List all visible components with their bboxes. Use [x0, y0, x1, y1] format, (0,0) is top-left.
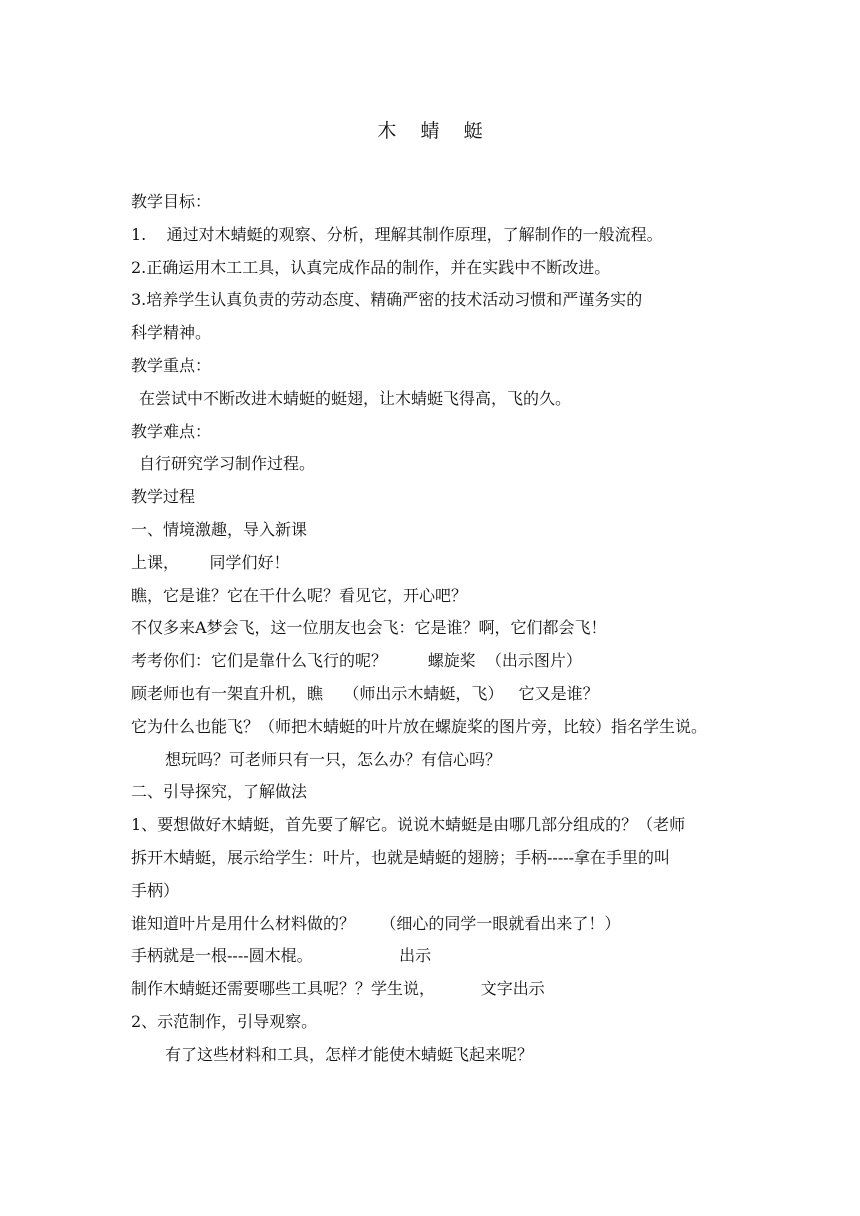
paragraph-line: 制作木蜻蜓还需要哪些工具呢？？学生说， 文字出示	[131, 979, 545, 999]
paragraph-line: 顾老师也有一架直升机，瞧 （师出示木蜻蜓，飞） 它又是谁？	[131, 683, 599, 703]
paragraph-line: 手柄就是一根----圆木棍。 出示	[131, 946, 432, 966]
paragraph-line: 瞧，它是谁？它在干什么呢？看见它，开心吧？	[131, 585, 468, 605]
section-heading-key-point: 教学重点：	[131, 355, 212, 375]
section-heading-process: 教学过程	[131, 487, 196, 507]
objective-item-3-continued: 科学精神。	[131, 323, 212, 343]
objective-item-1: 1. 通过对木蜻蜓的观察、分析，理解其制作原理，了解制作的一般流程。	[131, 224, 663, 244]
paragraph-line: 2、示范制作，引导观察。	[131, 1011, 318, 1031]
paragraph-line: 手柄）	[131, 880, 180, 900]
difficulty-text: 自行研究学习制作过程。	[139, 454, 316, 474]
document-body	[131, 186, 751, 1072]
key-point-text: 在尝试中不断改进木蜻蜓的蜓翅，让木蜻蜓飞得高，飞的久。	[139, 388, 572, 408]
paragraph-line: 不仅多来A梦会飞，这一位朋友也会飞：它是谁？啊，它们都会飞！	[131, 618, 607, 638]
step-heading-2: 二、引导探究，了解做法	[131, 782, 308, 802]
paragraph-line: 考考你们：它们是靠什么飞行的呢？ 螺旋桨 （出示图片）	[131, 651, 582, 671]
section-heading-objectives: 教学目标：	[131, 192, 212, 211]
step-heading-1: 一、情境激趣，导入新课	[131, 519, 308, 539]
objective-item-3: 3.培养学生认真负责的劳动态度、精确严密的技术活动习惯和严谨务实的	[131, 290, 643, 310]
paragraph-line: 1、要想做好木蜻蜓，首先要了解它。说说木蜻蜓是由哪几部分组成的？（老师	[131, 815, 686, 835]
paragraph-line: 它为什么也能飞？（师把木蜻蜓的叶片放在螺旋桨的图片旁，比较）指名学生说。	[131, 716, 708, 736]
objective-item-2: 2.正确运用木工工具，认真完成作品的制作，并在实践中不断改进。	[131, 257, 611, 277]
document-title: 木 蜻 蜓	[377, 120, 483, 142]
paragraph-line: 想玩吗？可老师只有一只，怎么办？有信心吗？	[165, 749, 502, 769]
section-heading-difficulty: 教学难点：	[131, 421, 212, 441]
paragraph-line: 拆开木蜻蜓，展示给学生：叶片，也就是蜻蜓的翅膀；手柄-----拿在手里的叫	[131, 847, 671, 867]
paragraph-line: 有了这些材料和工具，怎样才能使木蜻蜓飞起来呢？	[165, 1044, 534, 1064]
paragraph-line: 上课， 同学们好！	[131, 552, 290, 572]
paragraph-line: 谁知道叶片是用什么材料做的？ （细心的同学一眼就看出来了！）	[131, 913, 621, 933]
